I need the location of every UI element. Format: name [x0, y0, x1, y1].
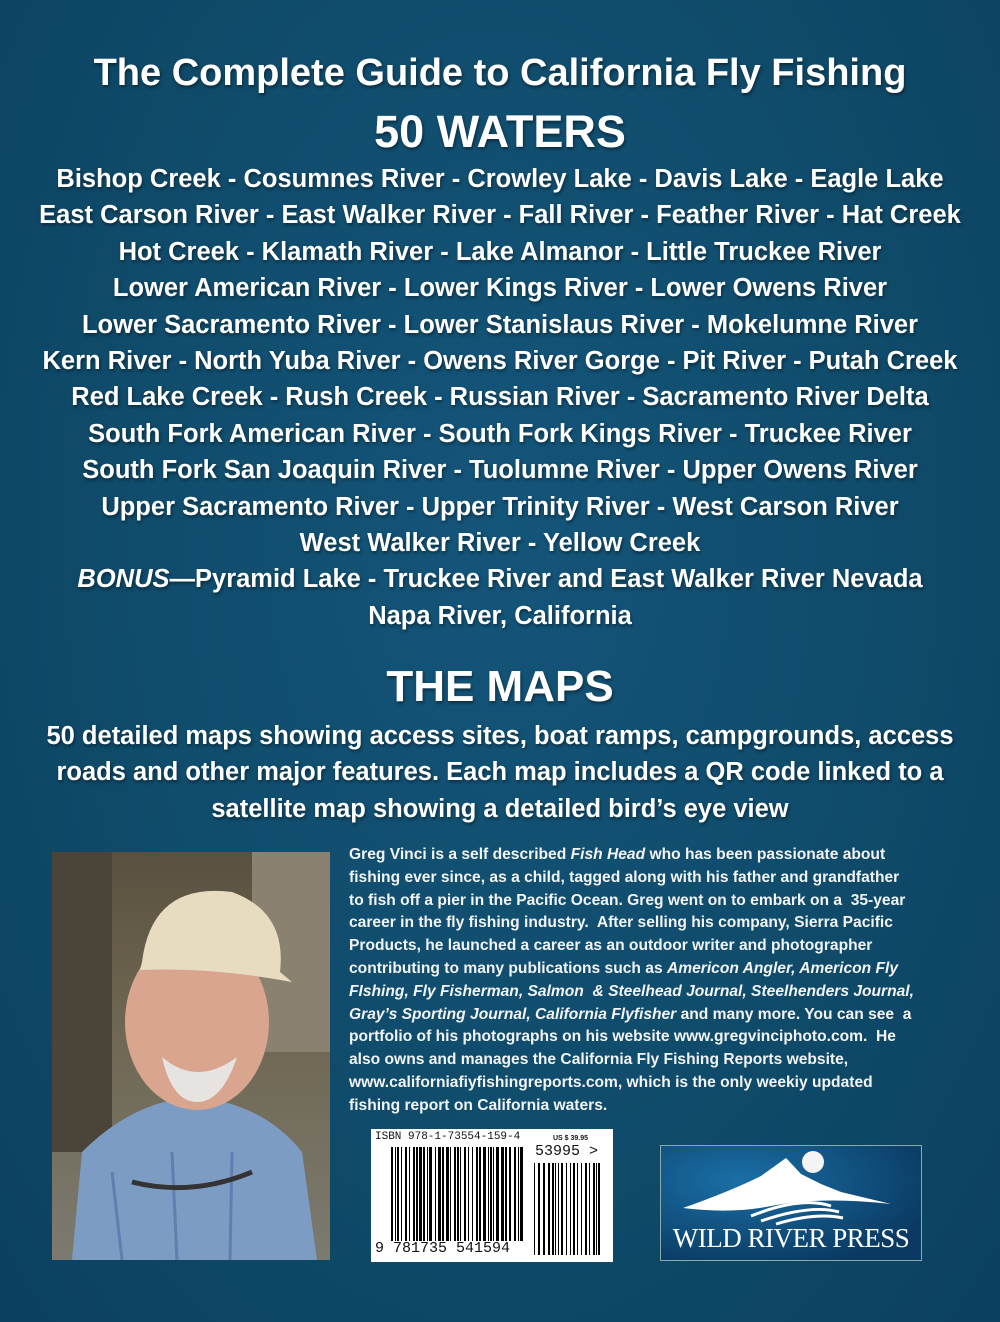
- addon-bar: [561, 1163, 563, 1255]
- waters-line: East Carson River - East Walker River - Fall River - Feather River - Hat Creek: [39, 201, 961, 230]
- barcode-bar: [457, 1147, 459, 1241]
- addon-bar: [538, 1163, 540, 1255]
- publisher-logo: [660, 1145, 922, 1261]
- bio-text: Fish Head: [570, 846, 646, 863]
- addon-bar: [558, 1163, 559, 1255]
- waters-heading: 50 WATERS: [374, 106, 626, 157]
- barcode-bar: [488, 1147, 489, 1241]
- barcode-bar: [409, 1147, 410, 1241]
- bio-line: [349, 1026, 939, 1049]
- bio-text: fishing report on California waters.: [349, 1096, 608, 1114]
- barcode-bar: [460, 1147, 461, 1241]
- mountain-river-icon: [661, 1146, 921, 1226]
- barcode-bar: [391, 1147, 393, 1241]
- barcode-bar: [419, 1147, 422, 1241]
- barcode-bar: [446, 1147, 449, 1241]
- barcode-bar: [472, 1147, 473, 1241]
- barcode-bar: [496, 1147, 499, 1241]
- bio-line: [349, 912, 939, 935]
- addon-bar: [581, 1163, 582, 1255]
- maps-line: satellite map showing a detailed bird’s eye view: [211, 794, 789, 823]
- addon-bar: [543, 1163, 545, 1255]
- isbn-barcode: [371, 1129, 613, 1262]
- addon-bar: [570, 1163, 571, 1255]
- maps-line: roads and other major features. Each map includes a QR code linked to a: [56, 758, 944, 787]
- barcode-bar: [401, 1147, 402, 1241]
- addon-bar: [534, 1163, 535, 1255]
- addon-bar: [596, 1163, 597, 1255]
- barcode-bar: [490, 1147, 492, 1241]
- publisher-name: WILD RIVER PRESS: [672, 1223, 910, 1253]
- addon-bar: [598, 1163, 600, 1255]
- bio-text: to fish off a pier in the Pacific Ocean. Greg went on to embark on a 35-year: [349, 891, 906, 909]
- waters-line: South Fork American River - South Fork Kings River - Truckee River: [88, 419, 912, 448]
- price: US $ 39.95: [553, 1135, 589, 1142]
- barcode-bar: [423, 1147, 425, 1241]
- addon-bar: [548, 1163, 550, 1255]
- bio-text: who has been passionate about: [645, 846, 886, 863]
- maps-line: 50 detailed maps showing access sites, boat ramps, campgrounds, access: [46, 722, 954, 750]
- addon-bar: [555, 1163, 556, 1255]
- barcode-bar: [429, 1147, 432, 1241]
- bio-text: career in the fly fishing industry. After selling his company, Sierra Pacific: [349, 914, 893, 932]
- barcode-bar: [416, 1147, 418, 1241]
- bio-line: [349, 1072, 939, 1095]
- addon-bar: [577, 1163, 578, 1255]
- book-title: The Complete Guide to California Fly Fishing: [93, 52, 907, 94]
- author-photo: [52, 852, 330, 1260]
- maps-heading: THE MAPS: [386, 662, 614, 711]
- waters-line: South Fork San Joaquin River - Tuolumne River - Upper Owens River: [82, 456, 918, 485]
- barcode-bar: [438, 1147, 441, 1241]
- waters-line: Lower Sacramento River - Lower Stanislaus River - Mokelumne River: [81, 310, 919, 339]
- barcode-bar: [427, 1147, 428, 1241]
- isbn-text: ISBN 978-1-73554-159-4: [375, 1131, 521, 1143]
- barcode-bar: [509, 1147, 511, 1241]
- barcode-bar: [518, 1147, 519, 1241]
- bio-text: fishing ever since, as a child, tagged along with his father and grandfather: [349, 868, 900, 886]
- barcode-bar: [479, 1147, 481, 1241]
- waters-line: West Walker River - Yellow Creek: [299, 529, 701, 558]
- barcode-bar: [413, 1147, 415, 1241]
- waters-line: Lower American River - Lower Kings River - Lower Owens River: [112, 274, 888, 303]
- barcode-bar: [442, 1147, 444, 1241]
- bio-text: Greg Vinci is a self described: [349, 846, 571, 863]
- barcode-bar: [468, 1147, 469, 1241]
- barcode-bar: [450, 1147, 451, 1241]
- waters-line: Kern River - North Yuba River - Owens River Gorge - Pit River - Putah Creek: [42, 347, 958, 376]
- barcode-digits: 9 781735 541594: [375, 1240, 511, 1257]
- bio-text: www.californiafiyfishingreports.com, which is the only weekiy updated: [349, 1073, 873, 1091]
- bio-line: [349, 1049, 939, 1072]
- bio-text: and many more. You can see a: [676, 1005, 912, 1023]
- addon-bar: [566, 1163, 567, 1255]
- addon-bar: [585, 1163, 587, 1255]
- maps-description: [0, 718, 1000, 827]
- barcode-bar: [464, 1147, 466, 1241]
- bio-line: [349, 1004, 939, 1027]
- waters-line: Bishop Creek - Cosumnes River - Crowley Lake - Davis Lake - Eagle Lake: [56, 165, 944, 193]
- bio-text: Gray’s Sporting Journal, California Flyfisher: [349, 1005, 677, 1023]
- barcode-bar: [405, 1147, 407, 1241]
- bio-line: [349, 981, 939, 1004]
- bio-line: [349, 867, 939, 890]
- barcode-bar: [483, 1147, 486, 1241]
- barcode-bar: [514, 1147, 516, 1241]
- barcode-bar: [454, 1147, 456, 1241]
- addon-bar: [589, 1163, 590, 1255]
- addon-bar: [573, 1163, 575, 1255]
- barcode-bar: [395, 1147, 396, 1241]
- waters-list: [0, 161, 1000, 634]
- barcode-bar: [397, 1147, 399, 1241]
- bonus-text: —Pyramid Lake - Truckee River and East Walker River Nevada: [169, 565, 923, 594]
- waters-line: Red Lake Creek - Rush Creek - Russian River - Sacramento River Delta: [71, 383, 929, 412]
- bio-line: [349, 890, 939, 913]
- bio-text: FIshing, Fly Fisherman, Salmon & Steelhead Journal, Steelhenders Journal,: [349, 982, 914, 1000]
- bio-text: contributing to many publications such as: [349, 959, 667, 977]
- bio-line: [349, 1095, 939, 1118]
- addon-bar: [593, 1163, 595, 1255]
- barcode-bar: [501, 1147, 504, 1241]
- bio-line: [349, 958, 939, 981]
- addon-code: 53995 >: [535, 1143, 599, 1160]
- bio-line: [349, 935, 939, 958]
- barcode-bar: [476, 1147, 478, 1241]
- bonus-line: [0, 561, 1000, 597]
- waters-line: Hot Creek - Klamath River - Lake Almanor - Little Truckee River: [118, 237, 882, 266]
- author-bio: [349, 844, 939, 1118]
- bio-text: portfolio of his photographs on his website www.gregvinciphoto.com. He: [349, 1028, 896, 1046]
- bonus-label: BONUS: [77, 565, 170, 594]
- bio-text: Products, he launched a career as an outdoor writer and photographer: [349, 937, 873, 955]
- bio-text: also owns and manages the California Fly Fishing Reports website,: [349, 1051, 849, 1069]
- barcode-bar: [505, 1147, 507, 1241]
- bio-line: [349, 844, 939, 867]
- barcode-bar: [520, 1147, 523, 1241]
- barcode-bar: [435, 1147, 436, 1241]
- bio-text: Americon Angler, Americon Fly: [666, 959, 899, 977]
- barcode-bar: [493, 1147, 494, 1241]
- waters-line: Upper Sacramento River - Upper Trinity River - West Carson River: [101, 492, 899, 521]
- bonus-line-2: Napa River, California: [368, 601, 632, 630]
- addon-bar: [552, 1163, 554, 1255]
